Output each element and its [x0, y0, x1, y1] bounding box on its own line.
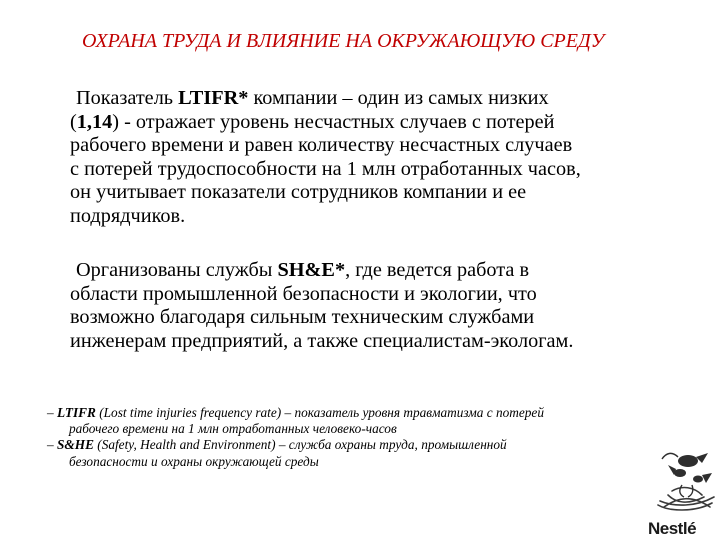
bold-term: SH&E*	[277, 259, 346, 281]
nestle-wordmark: Nestlé	[648, 519, 697, 538]
paragraph-line: он учитывает показатели сотрудников компании и ее	[70, 181, 527, 203]
paragraph-line: рабочего времени и равен количеству несчастных случаев	[70, 134, 573, 156]
text-run: компании – один из самых низких	[248, 87, 549, 109]
paragraph-line: возможно благодаря сильным техническим службами	[70, 306, 535, 328]
page-title: ОХРАНА ТРУДА И ВЛИЯНИЕ НА ОКРУЖАЮЩУЮ СРЕДУ	[82, 30, 605, 52]
text-run: Организованы службы	[76, 259, 278, 281]
paragraph-line	[70, 259, 690, 283]
paragraph-ltifr	[70, 87, 690, 228]
nest-birds-icon	[648, 445, 720, 519]
paragraph-line: подрядчиков.	[70, 204, 186, 227]
footnote-text: (Safety, Health and Environment) – служба охраны труда, промышленной	[93, 437, 507, 453]
footnote-she	[47, 437, 667, 453]
footnote-dash: –	[47, 437, 57, 453]
paragraph-line: с потерей трудоспособности на 1 млн отработанных часов,	[70, 157, 581, 180]
text-run: (	[70, 110, 77, 133]
footnote-dash: –	[47, 405, 57, 420]
footnote-term: LTIFR	[56, 405, 96, 420]
text-run: , где ведется работа в	[345, 259, 530, 281]
bold-value: 1,14	[76, 110, 113, 133]
nestle-logo	[648, 445, 720, 540]
footnote-ltifr	[47, 405, 667, 421]
footnotes	[47, 405, 667, 470]
footnote-continuation: безопасности и охраны окружающей среды	[69, 453, 319, 469]
bold-term: LTIFR*	[178, 87, 249, 109]
paragraph-line	[70, 87, 690, 111]
footnote-continuation: рабочего времени на 1 млн отработанных человеко-часов	[69, 421, 397, 437]
footnote-term: S&HE	[56, 437, 94, 453]
footnote-text: (Lost time injuries frequency rate) – показатель уровня травматизма с потерей	[95, 405, 544, 420]
text-run: ) - отражает уровень несчастных случаев с потерей	[112, 110, 555, 133]
paragraph-line: области промышленной безопасности и экологии, что	[70, 282, 537, 305]
text-run: Показатель	[76, 87, 179, 109]
paragraph-she	[70, 259, 690, 353]
paragraph-line	[70, 111, 690, 135]
paragraph-line: инженерам предприятий, а также специалистам-экологам.	[70, 329, 574, 352]
